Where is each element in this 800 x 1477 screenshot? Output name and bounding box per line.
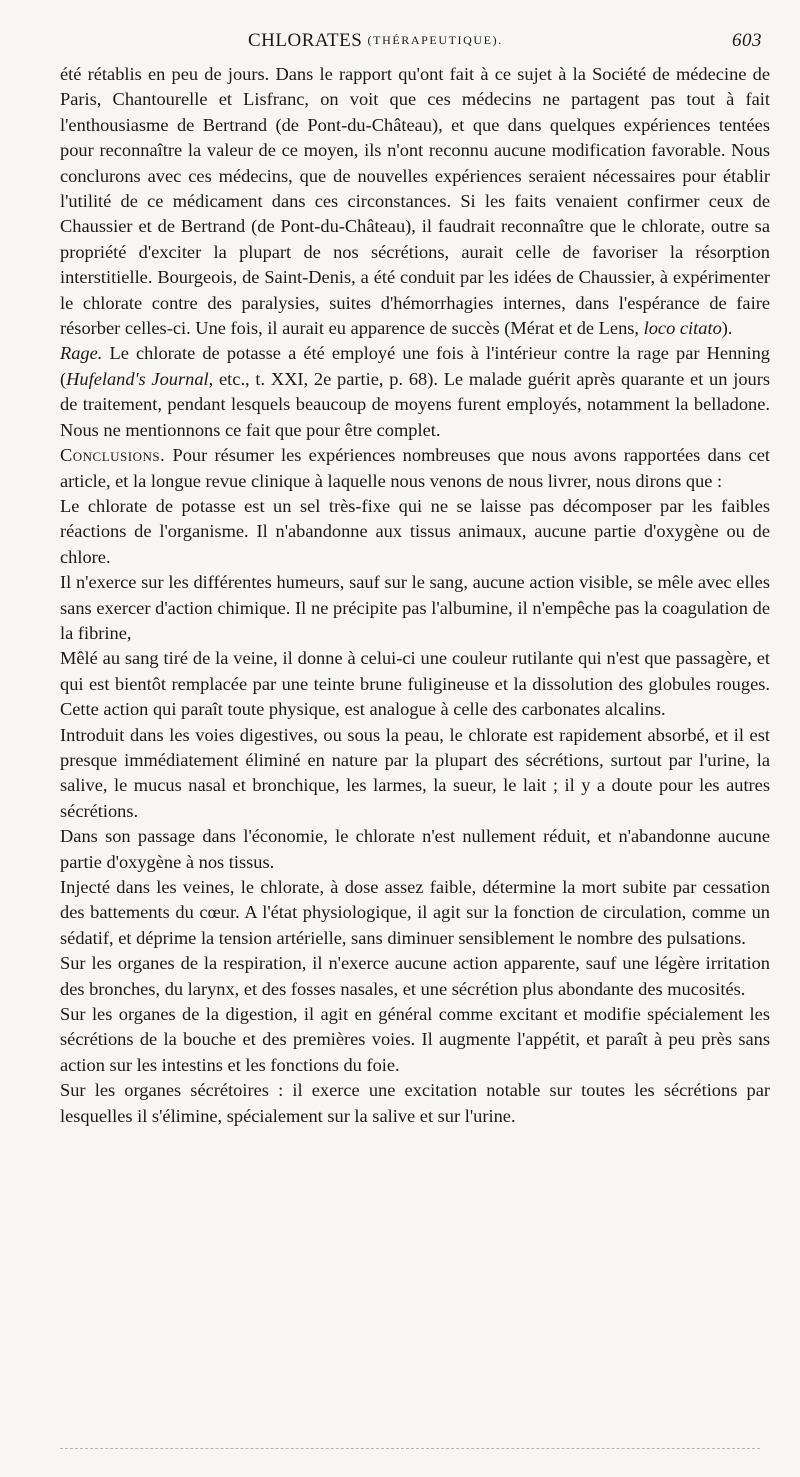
page-number: 603 xyxy=(732,30,762,51)
text-run: Injecté dans les veines, le chlorate, à dose assez faible, détermine la mort subite par cessation des battements du cœur. A l'état physiologique, il agit sur la fonction de circulation, comme un sédatif, et déprime la tension artérielle, sans diminuer sensiblement le nombre des pulsations. xyxy=(60,877,770,948)
text-run: Sur les organes de la digestion, il agit en général comme excitant et modifie spécialement les sécrétions de la bouche et des premières voies. Il augmente l'appétit, et paraît à peu près sans action sur les intestins et les fonctions du foie. xyxy=(60,1004,770,1075)
body-text xyxy=(60,62,770,1129)
text-run: ). xyxy=(721,318,733,339)
section-heading: Conclusions. xyxy=(60,445,166,466)
paragraph-p11 xyxy=(60,1002,770,1078)
paragraph-p7 xyxy=(60,723,770,825)
paragraph-p5 xyxy=(60,570,770,646)
paragraph-p1 xyxy=(60,62,770,341)
paragraph-p9 xyxy=(60,875,770,951)
paragraph-p4 xyxy=(60,494,770,570)
text-run: Dans son passage dans l'économie, le chlorate n'est nullement réduit, et n'abandonne aucune partie d'oxygène à nos tissus. xyxy=(60,826,770,872)
running-subtitle: (THÉRAPEUTIQUE). xyxy=(367,33,503,47)
text-run: Le chlorate de potasse a été employé une fois à l'intérieur contre la rage par Henning ( xyxy=(60,343,770,389)
paragraph-p6 xyxy=(60,646,770,722)
running-title xyxy=(248,30,503,52)
running-header xyxy=(60,30,770,60)
italic-text: Hufeland's Journal xyxy=(66,368,209,389)
text-run: Sur les organes sécrétoires : il exerce une excitation notable sur toutes les sécrétions par lesquelles il s'élimine, spécialement sur la salive et sur l'urine. xyxy=(60,1080,770,1126)
text-run: été rétablis en peu de jours. Dans le rapport qu'ont fait à ce sujet à la Société de médecine de Paris, Chantourelle et Lisfranc, on voit que ces médecins ne partagent pas tout à fait l'enthousiasme de Bertrand (de Pont-du-Château), et que dans quelques expériences tentées pour reconnaître la valeur de ce moyen, ils n'ont reconnu aucune modification favorable. Nous conclurons avec ces médecins, que de nouvelles expériences seraient nécessaires pour établir l'utilité de ce médicament dans ces circonstances. Si les faits venaient confirmer ceux de Chaussier et de Bertrand (de Pont-du-Château), il faudrait reconnaître que le chlorate, outre sa propriété d'exciter la plupart de nos sécrétions, aurait celle de favoriser la résorption interstitielle. Bourgeois, de Saint-Denis, a été conduit par les idées de Chaussier, à expérimenter le chlorate contre des paralysies, suites d'hémorrhagies internes, dans l'espérance de faire résorber celles-ci. Une fois, il aurait eu apparence de succès (Mérat et de Lens, xyxy=(60,64,770,339)
text-run: Pour résumer les expériences nombreuses que nous avons rapportées dans cet article, et la longue revue clinique à laquelle nous venons de nous livrer, nous dirons que : xyxy=(60,445,770,491)
paragraph-p2 xyxy=(60,341,770,443)
text-run: Il n'exerce sur les différentes humeurs, sauf sur le sang, aucune action visible, se mêle avec elles sans exercer d'action chimique. Il ne précipite pas l'albumine, il n'empêche pas la coagulation de la fibrine, xyxy=(60,572,770,643)
paragraph-p10 xyxy=(60,951,770,1002)
text-run: , etc., t. XXI, 2e partie, p. 68). Le malade guérit après quarante et un jours de traitement, pendant lesquels beaucoup de moyens furent employés, notamment la belladone. Nous ne mentionnons ce fait que pour être complet. xyxy=(60,368,770,440)
text-run: Le chlorate de potasse est un sel très-fixe qui ne se laisse pas décomposer par les faibles réactions de l'organisme. Il n'abandonne aux tissus animaux, aucune partie d'oxygène ou de chlore. xyxy=(60,495,770,567)
paragraph-p3 xyxy=(60,443,770,494)
italic-text: loco citato xyxy=(643,318,722,339)
footer-rule xyxy=(60,1448,760,1450)
text-run: Introduit dans les voies digestives, ou sous la peau, le chlorate est rapidement absorbé, et il est presque immédiatement éliminé en nature par la plupart des sécrétions, surtout par l'urine, la salive, le mucus nasal et bronchique, les larmes, la sueur, le lait ; il y a doute pour les autres sécrétions. xyxy=(60,724,770,821)
text-run: Sur les organes de la respiration, il n'exerce aucune action apparente, sauf une légère irritation des bronches, du larynx, et des fosses nasales, et une sécrétion plus abondante des mucosités. xyxy=(60,953,770,999)
paragraph-p8 xyxy=(60,824,770,875)
running-title-text: CHLORATES xyxy=(248,30,363,51)
paragraph-p12 xyxy=(60,1078,770,1129)
italic-text: Rage. xyxy=(60,343,103,364)
text-run: Mêlé au sang tiré de la veine, il donne à celui-ci une couleur rutilante qui n'est que passagère, et qui est bientôt remplacée par une teinte brune fuligineuse et la dissolution des globules rouges. Cette action qui paraît toute physique, est analogue à celle des carbonates alcalins. xyxy=(60,648,770,720)
